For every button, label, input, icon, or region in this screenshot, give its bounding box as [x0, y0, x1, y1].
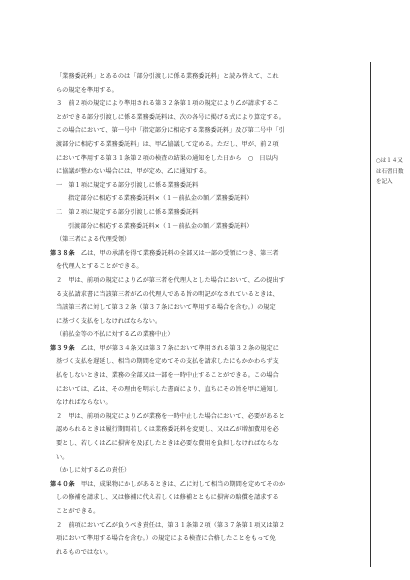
text-line: においては、乙は、その理由を明示した書面により、直ちにその旨を甲に通知し — [56, 385, 279, 393]
text-line: ２ 甲は、前項の規定により乙が第三者を代理人とした場合において、乙の提出す — [56, 276, 285, 284]
text-line: 当該第三者に対して第３２条（第３７条において準用する場合を含む。）の規定 — [56, 304, 276, 312]
text-line: ２ 甲は、前項の規定により乙が業務を一時中止した場合において、必要があると — [56, 412, 285, 420]
text-line: 認められるときは履行期間若しくは業務委託料を変更し、又は乙が増加費用を必 — [56, 426, 279, 434]
article-number: 第３９条 — [50, 344, 75, 352]
text-line: ３ 前２項の規定により準用される第３２条第１項の規定により乙が請求するこ — [56, 100, 279, 108]
article-40 — [50, 478, 365, 492]
text-line: 乙は、甲が第３４条又は第３７条において準用される第３２条の規定に — [80, 344, 279, 352]
text-line: ２ 前項において乙が負うべき責任は、第３１条第２項（第３７条第１項又は第２ — [56, 521, 285, 529]
text-line: れるものではない。 — [56, 548, 112, 556]
text-line: なければならない。 — [56, 399, 112, 407]
margin-note-line: ○は１４又 — [376, 158, 403, 164]
formula-line: 引渡部分に相応する業務委託料×（１－前払金の額／業務委託料） — [68, 222, 253, 230]
text-line: 甲は、成果物にかしがあるときは、乙に対して相当の期間を定めてそのか — [80, 480, 286, 488]
text-line: 「業務委託料」とあるのは「部分引渡しに係る業務委託料」と読み替えて、これ — [56, 73, 279, 80]
text-line: 乙は、甲の承諾を得て業務委託料の全部又は一部の受領につき、第三者 — [80, 249, 279, 257]
article-number: 第４０条 — [50, 480, 75, 488]
text-line: に基づく支払をしなければならない。 — [56, 317, 162, 325]
margin-note — [376, 156, 406, 188]
article-caption: （第三者による代理受領） — [56, 236, 131, 244]
text-line: らの規定を準用する。 — [56, 86, 118, 94]
article-39 — [50, 342, 365, 356]
article-caption: （前払金等の不払に対する乙の業務中止） — [56, 331, 174, 339]
margin-note-line: は石習日数 — [376, 168, 404, 175]
text-line: 払をしないときは、業務の全部又は一部を一時中止することができる。この場合 — [56, 372, 279, 380]
text-line: い。 — [56, 453, 69, 461]
formula-line: 指定部分に相応する業務委託料×（１－前払金の額／業務委託料） — [68, 195, 253, 203]
margin-rule — [370, 62, 371, 567]
text-line: 一 第１項に規定する部分引渡しに係る業務委託料 — [56, 181, 199, 189]
text-line: を代理人とすることができる。 — [56, 263, 143, 271]
text-line: ことができる。 — [56, 508, 100, 515]
text-line: 渡部分に相応する業務委託料」は、甲乙協議して定める。ただし、甲が、前２項 — [56, 140, 279, 148]
text-line: 要とし、若しくは乙に損害を及ぼしたときは必要な費用を負担しなければならな — [56, 440, 279, 448]
text-line: とができる部分引渡しに係る業務委託料は、次の各号に掲げる式により算定する。 — [56, 113, 285, 121]
article-caption: （かしに対する乙の責任） — [56, 467, 131, 475]
margin-note-line: を記入 — [376, 179, 393, 185]
text-line: この場合において、第一号中「指定部分に相応する業務委託料」及び第二号中「引 — [56, 127, 285, 135]
text-line: に協議が整わない場合には、甲が定め、乙に通知する。 — [56, 168, 211, 176]
article-number: 第３８条 — [50, 249, 75, 257]
text-line: 基づく支払を遅延し、相当の期間を定めてその支払を請求したにもかかわらず支 — [56, 358, 279, 366]
contract-body — [50, 70, 365, 559]
text-line: しの修補を請求し、又は修補に代え若しくは修補とともに損害の賠償を請求する — [56, 494, 279, 502]
text-line: る支払請求書に当該第三者が乙の代理人である旨の明記がなされているときは、 — [56, 290, 279, 298]
article-38 — [50, 247, 365, 261]
text-line: 二 第２項に規定する部分引渡しに係る業務委託料 — [56, 208, 199, 216]
text-line: 項において準用する場合を含む。）の規定による検査に合格したことをもって免 — [56, 535, 276, 543]
text-line: において準用する第３１条第２項の検査の結果の通知をした日から ○ 日以内 — [56, 154, 278, 162]
